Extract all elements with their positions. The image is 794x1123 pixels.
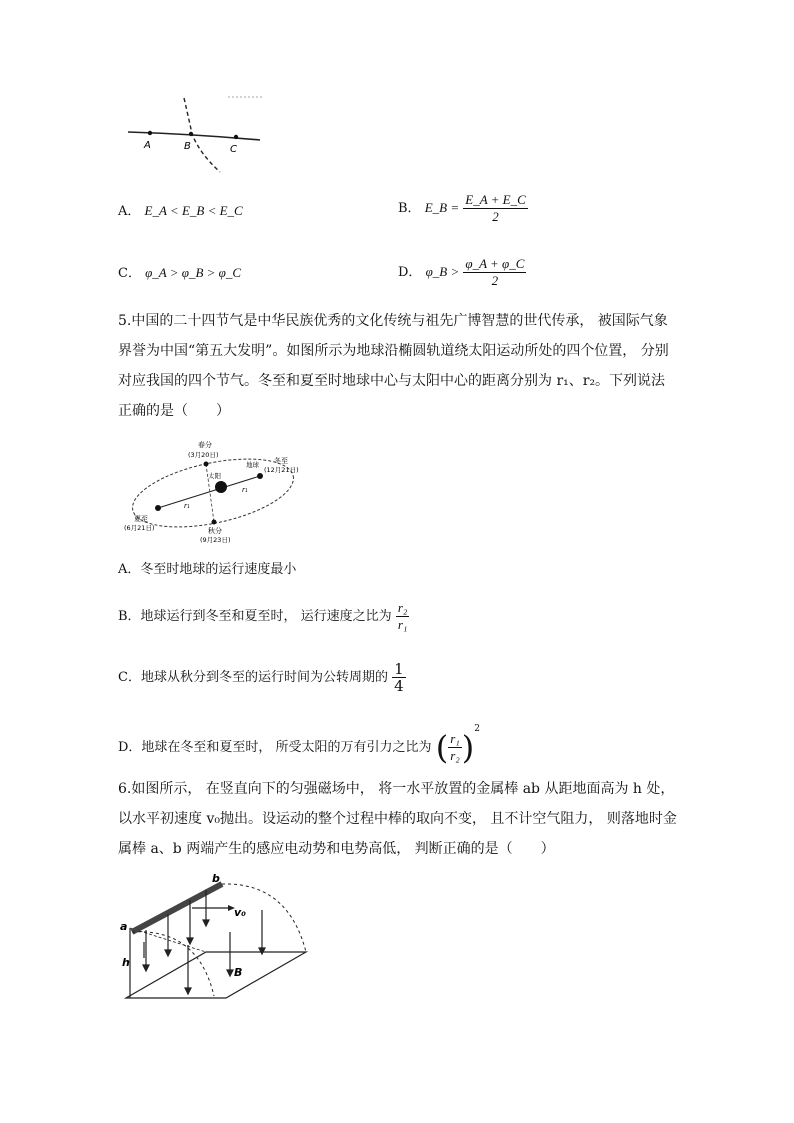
earth-winter-dot	[257, 473, 263, 479]
option-expr: φ_A > φ_B > φ_C	[145, 265, 242, 280]
paren-left: (	[435, 728, 449, 767]
spring-date: (3月20日)	[188, 451, 219, 459]
fraction-den: r₂	[450, 748, 460, 763]
fraction	[392, 661, 406, 694]
q4-option-b	[398, 192, 528, 225]
autumn-label: 秋分	[208, 527, 222, 535]
q5-option-c	[118, 661, 406, 694]
option-label: A．	[118, 204, 141, 219]
q4-option-c	[118, 264, 241, 283]
fraction-num: r₂	[397, 600, 408, 615]
summer-date: (6月21日)	[124, 524, 155, 532]
exponent: 2	[474, 724, 480, 734]
field-arrows	[143, 890, 265, 994]
spring-label: 春分	[198, 441, 212, 449]
autumn-date: (9月23日)	[200, 536, 231, 544]
option-label: B．	[398, 201, 421, 216]
label-B: B	[234, 966, 243, 979]
option-text: D．地球在冬至和夏至时， 所受太阳的万有引力之比为	[118, 740, 432, 755]
fraction	[463, 256, 526, 289]
point-c-dot	[234, 135, 238, 139]
q4-option-d	[398, 256, 526, 289]
fraction	[463, 192, 528, 225]
summer-label: 夏至	[134, 515, 148, 523]
option-text: B．地球运行到冬至和夏至时， 运行速度之比为	[118, 609, 392, 624]
r1-label-left: r₁	[184, 502, 190, 510]
sun-dot	[215, 481, 227, 493]
point-a-label: A	[144, 140, 151, 151]
paren-right: )	[461, 728, 475, 767]
option-expr: E_A < E_B < E_C	[144, 203, 243, 218]
option-lhs: φ_B >	[425, 264, 460, 279]
fraction-num: r₁	[450, 731, 460, 746]
q5-option-d	[118, 720, 480, 767]
label-a: a	[120, 920, 128, 933]
fraction	[396, 600, 410, 633]
ground-front	[126, 952, 306, 998]
fraction-den: r₁	[397, 617, 408, 632]
fraction-num: φ_A + φ_C	[465, 256, 525, 271]
earth-label: 地球	[246, 461, 259, 469]
label-h: h	[122, 956, 130, 969]
q5-option-a: A．冬至时地球的运行速度最小	[118, 562, 297, 577]
sun-label: 太阳	[208, 472, 221, 480]
label-v0: v₀	[234, 906, 246, 919]
q6-stem: 6.如图所示， 在竖直向下的匀强磁场中， 将一水平放置的金属棒 ab 从距地面高为 h 处，以水平初速度 v₀抛出。设运动的整个过程中棒的取向不变， 且不计空气阻力， 则落地时金属棒 a、b 两端产生的感应电动势和电势高低， 判断正确的是（ ）	[118, 781, 677, 857]
point-b-dot	[189, 132, 193, 136]
winter-label: 冬至	[274, 457, 288, 465]
point-b-label: B	[184, 141, 191, 152]
fraction-den: 2	[492, 209, 499, 224]
fraction-den: 4	[394, 677, 404, 695]
q6-figure	[118, 870, 313, 1008]
q4-option-a	[118, 202, 243, 221]
label-b: b	[212, 872, 220, 885]
option-label: D．	[398, 265, 422, 280]
fraction-den: 2	[491, 273, 499, 288]
point-c-label: C	[230, 144, 237, 155]
point-a-dot	[148, 131, 152, 135]
option-lhs: E_B =	[424, 200, 460, 215]
option-label: C．	[118, 266, 141, 281]
option-text: C．地球从秋分到冬至的运行时间为公转周期的	[118, 670, 388, 685]
q4-figure	[118, 94, 278, 174]
winter-date: (12月21日)	[264, 466, 299, 474]
q5-option-b	[118, 600, 409, 633]
fraction-num: E_A + E_C	[465, 192, 526, 207]
fraction	[448, 731, 462, 764]
r1-label-right: r₁	[242, 486, 248, 494]
earth-spring-dot	[204, 462, 209, 467]
q5-orbit-figure	[118, 438, 303, 550]
earth-autumn-dot	[212, 520, 217, 525]
fraction-num: 1	[394, 660, 404, 678]
earth-summer-dot	[155, 505, 161, 511]
q5-stem: 5.中国的二十四节气是中华民族优秀的文化传统与祖先广博智慧的世代传承， 被国际气象界誉为中国“第五大发明”。如图所示为地球沿椭圆轨道绕太阳运动所处的四个位置， 分别对应我国的四个节气。冬至和夏至时地球中心与太阳中心的距离分别为 r₁、r₂。下列说法正确的是（ ）	[118, 313, 669, 419]
